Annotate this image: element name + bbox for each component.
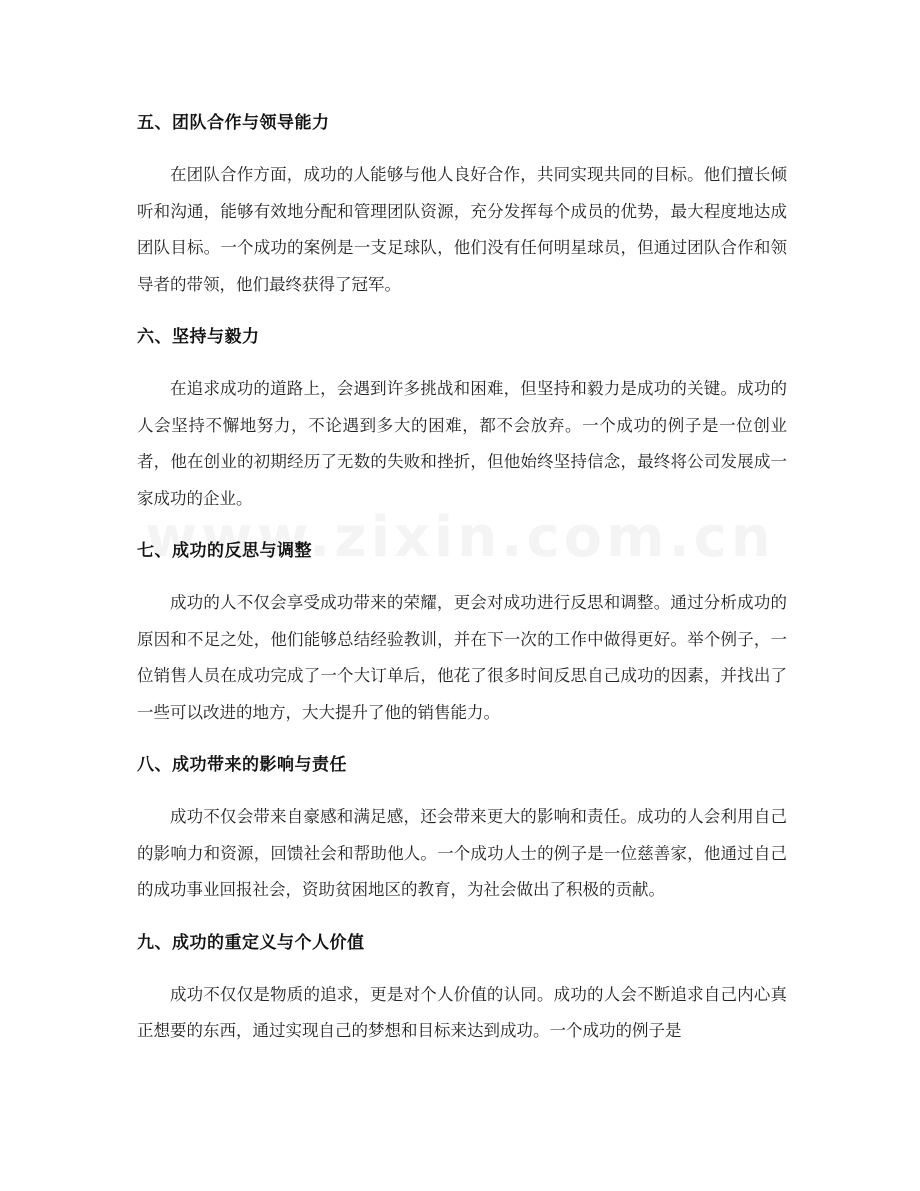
section-8 xyxy=(137,748,787,926)
section-6 xyxy=(137,320,787,534)
section-heading: 五、团队合作与领导能力 xyxy=(137,113,330,133)
document-body xyxy=(137,106,787,1050)
section-heading: 七、成功的反思与调整 xyxy=(137,541,312,561)
section-heading: 八、成功带来的影响与责任 xyxy=(137,755,347,775)
section-heading: 九、成功的重定义与个人价值 xyxy=(137,932,365,953)
section-paragraph: 成功不仅会带来自豪感和满足感，还会带来更大的影响和责任。成功的人会利用自己的影响力和资源，回馈社会和帮助他人。一个成功人士的例子是一位慈善家，他通过自己的成功事业回报社会，资助贫困地区的教育，为社会做出了积极的贡献。 xyxy=(137,807,787,899)
section-paragraph: 在追求成功的道路上，会遇到许多挑战和困难，但坚持和毅力是成功的关键。成功的人会坚持不懈地努力，不论遇到多大的困难，都不会放弃。一个成功的例子是一位创业者，他在创业的初期经历了无数的失败和挫折，但他始终坚持信念，最终将公司发展成一家成功的企业。 xyxy=(137,379,787,508)
section-9 xyxy=(137,926,787,1050)
section-5 xyxy=(137,106,787,320)
section-paragraph: 在团队合作方面，成功的人能够与他人良好合作，共同实现共同的目标。他们擅长倾听和沟通，能够有效地分配和管理团队资源，充分发挥每个成员的优势，最大程度地达成团队目标。一个成功的案例是一支足球队，他们没有任何明星球员，但通过团队合作和领导者的带领，他们最终获得了冠军。 xyxy=(137,165,787,294)
section-paragraph: 成功的人不仅会享受成功带来的荣耀，更会对成功进行反思和调整。通过分析成功的原因和不足之处，他们能够总结经验教训，并在下一次的工作中做得更好。举个例子，一位销售人员在成功完成了一个大订单后，他花了很多时间反思自己成功的因素，并找出了一些可以改进的地方，大大提升了他的销售能力。 xyxy=(137,593,787,722)
section-heading: 六、坚持与毅力 xyxy=(137,327,260,347)
section-paragraph: 成功不仅仅是物质的追求，更是对个人价值的认同。成功的人会不断追求自己内心真正想要的东西，通过实现自己的梦想和目标来达到成功。一个成功的例子是 xyxy=(137,984,787,1040)
section-7 xyxy=(137,534,787,748)
